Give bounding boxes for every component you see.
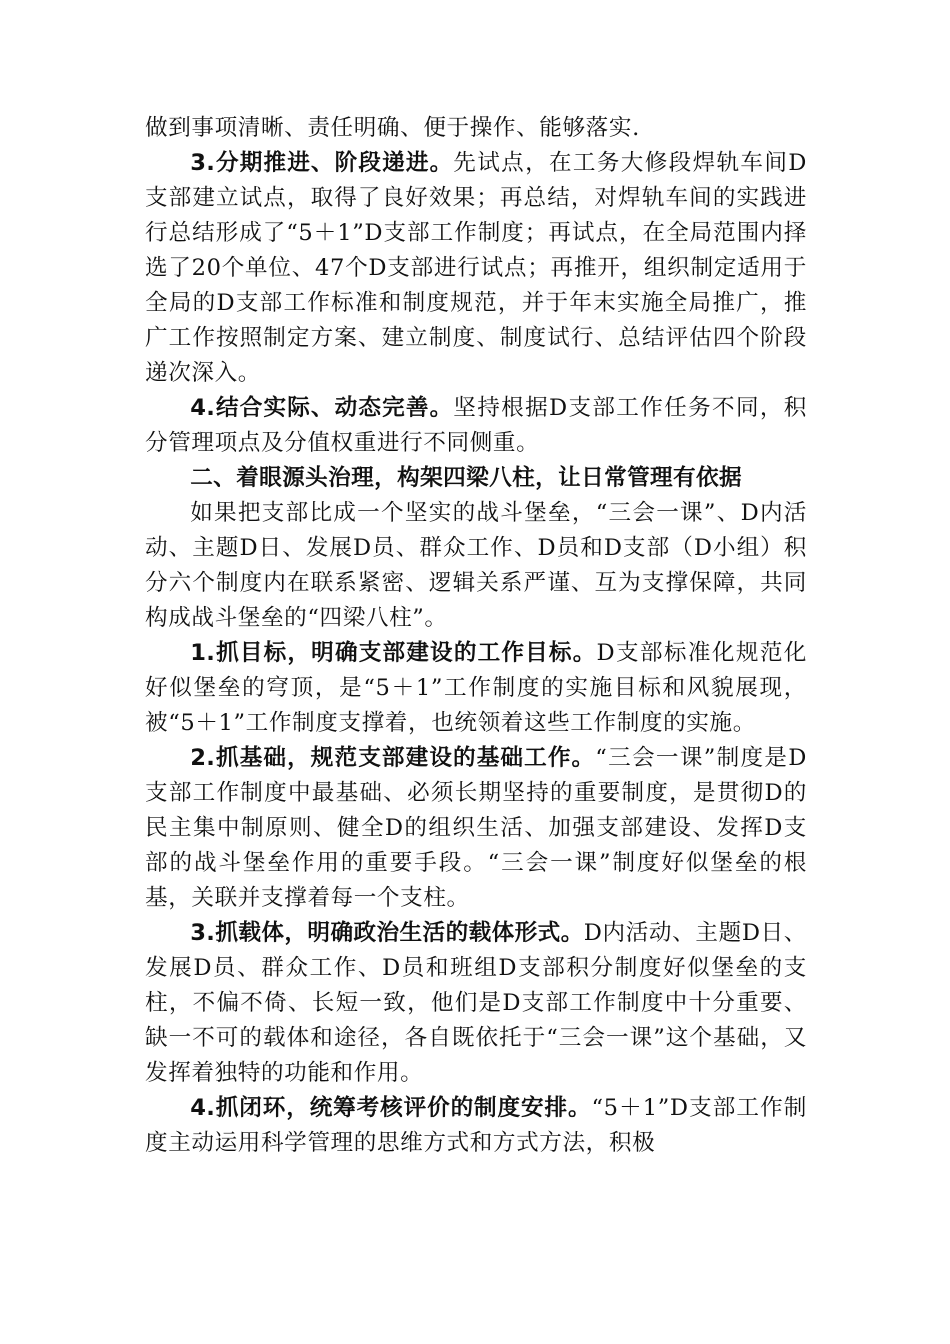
paragraph-lead: 2.抓基础，规范支部建设的基础工作。 — [190, 745, 596, 771]
paragraph-text: D内活动、主题D日、发展D员、群众工作、D员和班组D支部积分制度好似堡垒的支柱，不偏不倚、长短一致，他们是D支部工作制度中十分重要、缺一不可的载体和途径，各自既依托于“三会一课”这个基础，又发挥着独特的功能和作用。 — [145, 920, 807, 1086]
paragraph-1-continuation — [145, 111, 807, 146]
paragraph-lead: 3.分期推进、阶段递进。 — [190, 150, 454, 176]
paragraph-closed-loop — [145, 1091, 807, 1161]
paragraph-lead: 1.抓目标，明确支部建设的工作目标。 — [190, 640, 597, 666]
paragraph-foundation — [145, 741, 807, 916]
paragraph-1-text: 做到事项清晰、责任明确、便于操作、能够落实. — [145, 115, 640, 141]
section-heading: 二、着眼源头治理，构架四梁八柱，让日常管理有依据 — [190, 465, 743, 491]
paragraph-lead: 4.结合实际、动态完善。 — [190, 395, 454, 421]
paragraph-text: “5＋1”D支部工作制度主动运用科学管理的思维方式和方式方法，积极 — [145, 1095, 807, 1156]
paragraph-text: 如果把支部比成一个坚实的战斗堡垒，“三会一课”、D内活动、主题D日、发展D员、群众工作、D员和D支部（D小组）积分六个制度内在联系紧密、逻辑关系严谨、互为支撑保障，共同构成战斗堡垒的“四梁八柱”。 — [145, 500, 807, 631]
paragraph-text: 坚持根据D支部工作任务不同，积分管理项点及分值权重进行不同侧重。 — [145, 395, 807, 456]
paragraph-dynamic-improvement — [145, 391, 807, 461]
paragraph-lead: 3.抓载体，明确政治生活的载体形式。 — [190, 920, 584, 946]
paragraph-text: 先试点，在工务大修段焊轨车间D支部建立试点，取得了良好效果；再总结，对焊轨车间的实践进行总结形成了“5＋1”D支部工作制度；再试点，在全局范围内择选了20个单位、47个D支部进行试点；再推开，组织制定适用于全局的D支部工作标准和制度规范，并于年末实施全局推广，推广工作按照制定方案、建立制度、制度试行、总结评估四个阶段递次深入。 — [145, 150, 807, 386]
document-page — [145, 111, 807, 1161]
paragraph-text: D支部标准化规范化好似堡垒的穹顶，是“5＋1”工作制度的实施目标和风貌展现，被“5＋1”工作制度支撑着，也统领着这些工作制度的实施。 — [145, 640, 807, 736]
paragraph-phased-progress — [145, 146, 807, 391]
paragraph-text: “三会一课”制度是D支部工作制度中最基础、必须长期坚持的重要制度，是贯彻D的民主集中制原则、健全D的组织生活、加强支部建设、发挥D支部的战斗堡垒作用的重要手段。“三会一课”制度好似堡垒的根基，关联并支撑着每一个支柱。 — [145, 745, 807, 911]
paragraph-goal — [145, 636, 807, 741]
paragraph-lead: 4.抓闭环，统筹考核评价的制度安排。 — [190, 1095, 592, 1121]
paragraph-four-beams — [145, 496, 807, 636]
paragraph-carrier — [145, 916, 807, 1091]
